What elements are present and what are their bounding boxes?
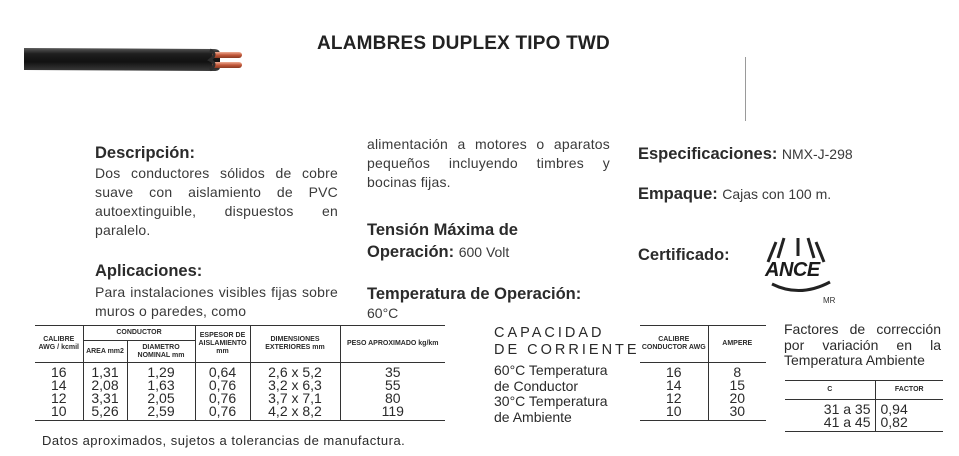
- tension-heading-line2: [367, 241, 518, 263]
- cell-calibre: 10: [640, 405, 708, 421]
- cell-dimensiones: 3,7 x 7,1: [250, 392, 340, 405]
- ance-logo-text: ANCE: [765, 259, 820, 281]
- especificaciones-row: [638, 145, 853, 164]
- table-row: [640, 405, 766, 421]
- especificaciones-label: Especificaciones:: [638, 145, 778, 163]
- cell-area: 5,26: [83, 405, 127, 421]
- cell-calibre: 12: [35, 392, 83, 405]
- header-area: AREA mm2: [83, 341, 127, 363]
- cell-diametro: 1,63: [127, 379, 195, 392]
- header-peso: PESO APROXIMADO kg/km: [340, 326, 445, 363]
- cell-peso: 119: [340, 405, 445, 421]
- capacidad-line2: de Conductor: [494, 377, 579, 394]
- tension-heading: [367, 219, 518, 263]
- empaque-value: Cajas con 100 m.: [722, 186, 832, 202]
- cable-image: [24, 40, 246, 80]
- table-row: [640, 363, 766, 380]
- capacidad-line4: de Ambiente: [494, 408, 572, 425]
- cell-espesor: 0,76: [195, 379, 250, 392]
- temperatura-value: 60°C: [367, 305, 399, 321]
- cell-calibre: 14: [35, 379, 83, 392]
- header-ampere: AMPERE: [708, 326, 766, 363]
- cell-area: 1,31: [83, 363, 127, 380]
- cell-ampere: 30: [708, 405, 766, 421]
- tension-heading-line1: Tensión Máxima de: [367, 221, 518, 239]
- ampere-table-header: [640, 326, 766, 363]
- footnote: Datos aproximados, sujetos a tolerancias de manufactura.: [42, 433, 406, 448]
- header-factor: FACTOR: [875, 381, 943, 400]
- header-conductor: CONDUCTOR: [83, 326, 195, 341]
- cell-ampere: 20: [729, 390, 746, 406]
- cell-calibre: 12: [640, 392, 708, 405]
- cell-calibre: 14: [640, 379, 708, 392]
- cell-c: 41 a 45: [785, 416, 875, 432]
- cell-espesor: 0,76: [195, 392, 250, 405]
- header-espesor: ESPESOR DE AISLAMIENTO mm: [195, 326, 250, 363]
- table-row: [785, 416, 943, 432]
- ance-logo-mark: MR: [823, 296, 836, 305]
- cell-diametro: 1,29: [127, 363, 195, 380]
- header-calibre: CALIBRE AWG / kcmil: [35, 326, 83, 363]
- cell-area: 2,08: [83, 379, 127, 392]
- table-row: [640, 392, 766, 405]
- ampere-table: [640, 325, 766, 421]
- table-row: [640, 379, 766, 392]
- cell-peso: 35: [384, 364, 401, 380]
- capacidad-title: [494, 325, 640, 359]
- cell-dimensiones: 2,6 x 5,2: [250, 363, 340, 380]
- cell-diametro: 2,05: [127, 392, 195, 405]
- cell-peso: 55: [384, 377, 401, 393]
- capacidad-body: [494, 363, 608, 425]
- cell-ampere: 8: [733, 364, 742, 380]
- empaque-row: [638, 185, 831, 204]
- table-row: [35, 405, 445, 421]
- certificado-label: Certificado:: [638, 246, 730, 264]
- header-diametro: DIAMETRO NOMINAL mm: [127, 341, 195, 363]
- descripcion-heading: Descripción:: [95, 144, 195, 162]
- factores-table-header: [785, 381, 943, 400]
- page-title: ALAMBRES DUPLEX TIPO TWD: [317, 33, 610, 54]
- especificaciones-value: NMX-J-298: [781, 146, 853, 162]
- cell-espesor: 0,76: [195, 405, 250, 421]
- aplicaciones-text-cont: alimentación a motores o aparatos pequeños incluyendo timbres y bocinas fijas.: [367, 136, 610, 190]
- cell-ampere: 15: [729, 377, 746, 393]
- tension-label: Operación:: [367, 243, 455, 261]
- cell-calibre: 16: [35, 363, 83, 380]
- conductor-table-header-1: [35, 326, 445, 341]
- cell-factor: 0,94: [880, 401, 908, 417]
- header-c: C: [785, 381, 875, 400]
- capacidad-line1: 60°C Temperatura: [494, 362, 608, 378]
- capacidad-title-line2: DE CORRIENTE: [494, 342, 640, 358]
- cell-espesor: 0,64: [195, 363, 250, 380]
- cell-calibre: 16: [640, 363, 708, 380]
- cell-factor: 0,82: [875, 416, 943, 432]
- aplicaciones-text: Para instalaciones visibles fijas sobre muros o paredes, como: [95, 284, 338, 319]
- divider-line: [745, 57, 746, 121]
- cell-dimensiones: 3,2 x 6,3: [250, 379, 340, 392]
- cell-area: 3,31: [83, 392, 127, 405]
- factores-title: Factores de corrección por variación en la Temperatura Ambiente: [784, 321, 941, 368]
- cell-dimensiones: 4,2 x 8,2: [250, 405, 340, 421]
- cell-c: 31 a 35: [785, 400, 875, 417]
- header-dimensiones: DIMENSIONES EXTERIORES mm: [250, 326, 340, 363]
- factores-table: [785, 380, 943, 432]
- aplicaciones-heading: Aplicaciones:: [95, 262, 203, 280]
- cell-diametro: 2,59: [127, 405, 195, 421]
- header-calibre-conductor: CALIBRE CONDUCTOR AWG: [640, 326, 708, 363]
- conductor-table: [35, 325, 445, 421]
- ance-logo: [762, 236, 838, 308]
- empaque-label: Empaque:: [638, 185, 718, 203]
- temperatura-heading: Temperatura de Operación:: [367, 285, 582, 303]
- cell-calibre: 10: [35, 405, 83, 421]
- capacidad-line3: 30°C Temperatura: [494, 393, 608, 409]
- cell-peso: 80: [384, 390, 401, 406]
- capacidad-title-line1: CAPACIDAD: [494, 325, 605, 341]
- tension-value: 600 Volt: [458, 244, 510, 260]
- descripcion-text: Dos conductores sólidos de cobre suave con aislamiento de PVC autoextinguible, dispuestos en paralelo.: [95, 165, 338, 238]
